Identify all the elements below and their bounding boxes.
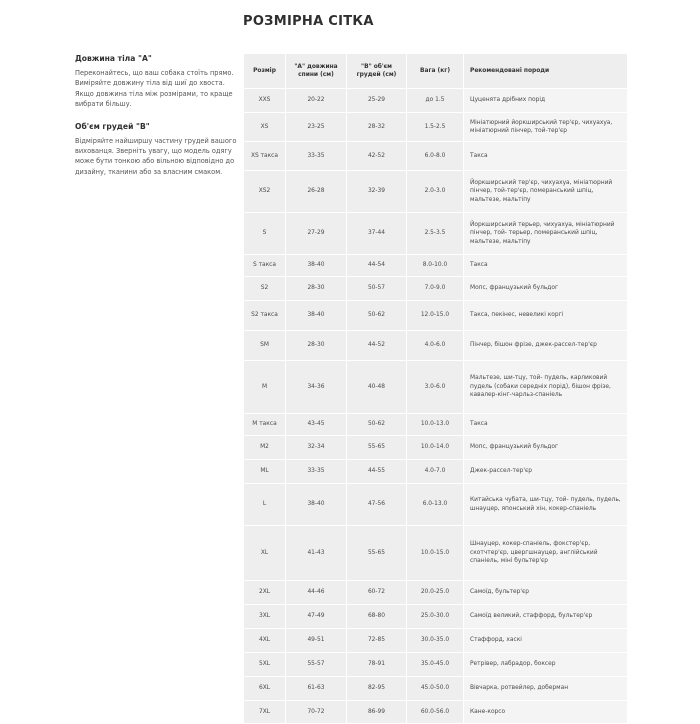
table-row xyxy=(244,142,628,171)
cell-chest-girth: 78-91 xyxy=(347,653,407,677)
cell-weight: 1.5-2.5 xyxy=(407,113,464,142)
cell-back-length: 34-36 xyxy=(286,361,347,414)
cell-chest-girth: 50-62 xyxy=(347,414,407,436)
cell-size: S xyxy=(244,213,286,255)
cell-chest-girth: 50-57 xyxy=(347,277,407,301)
table-row xyxy=(244,526,628,581)
table-row xyxy=(244,460,628,484)
cell-weight: 3.0-6.0 xyxy=(407,361,464,414)
cell-recommended-breeds: Джек-рассел-тер'єр xyxy=(464,460,628,484)
table-row xyxy=(244,361,628,414)
cell-chest-girth: 44-54 xyxy=(347,255,407,277)
cell-back-length: 55-57 xyxy=(286,653,347,677)
cell-recommended-breeds: Такса xyxy=(464,142,628,171)
cell-recommended-breeds: Такса, пекінес, невеликі коргі xyxy=(464,301,628,331)
cell-back-length: 38-40 xyxy=(286,255,347,277)
table-row xyxy=(244,255,628,277)
cell-recommended-breeds: Вівчарка, ротвейлер, доберман xyxy=(464,677,628,701)
cell-chest-girth: 44-52 xyxy=(347,331,407,361)
cell-chest-girth: 60-72 xyxy=(347,581,407,605)
cell-recommended-breeds: Стаффорд, хаскі xyxy=(464,629,628,653)
cell-size: M xyxy=(244,361,286,414)
table-row xyxy=(244,89,628,113)
chest-girth-instructions: Відміряйте найширшу частину грудей вашого вихованця. Зверніть увагу, що модель одягу може бути тонкою або вільною відповідно до дизайну, тканини або за власним смаком. xyxy=(75,136,237,176)
table-row xyxy=(244,113,628,142)
cell-recommended-breeds: Самоїд, бультер'єр xyxy=(464,581,628,605)
cell-size: S2 такса xyxy=(244,301,286,331)
cell-back-length: 70-72 xyxy=(286,701,347,724)
cell-recommended-breeds: Китайська чубата, ши-тцу, той- пудель, пудель, шнауцер, японський хін, кокер-спаніель xyxy=(464,484,628,526)
cell-recommended-breeds: Ретрівер, лабрадор, боксер xyxy=(464,653,628,677)
cell-recommended-breeds: Пінчер, бішон фрізе, джек-рассел-тер'єр xyxy=(464,331,628,361)
cell-weight: 6.0-8.0 xyxy=(407,142,464,171)
cell-chest-girth: 42-52 xyxy=(347,142,407,171)
table-row xyxy=(244,484,628,526)
cell-recommended-breeds: Такса xyxy=(464,255,628,277)
cell-recommended-breeds: Кане-корсо xyxy=(464,701,628,724)
cell-back-length: 33-35 xyxy=(286,142,347,171)
cell-recommended-breeds: Мопс, французький бульдог xyxy=(464,436,628,460)
cell-size: XS такса xyxy=(244,142,286,171)
size-chart-table xyxy=(243,53,628,724)
cell-size: M такса xyxy=(244,414,286,436)
cell-size: XS2 xyxy=(244,171,286,213)
cell-weight: 35.0-45.0 xyxy=(407,653,464,677)
page-title: РОЗМІРНА СІТКА xyxy=(243,14,374,29)
table-row xyxy=(244,331,628,361)
cell-size: SM xyxy=(244,331,286,361)
cell-back-length: 61-63 xyxy=(286,677,347,701)
cell-size: 7XL xyxy=(244,701,286,724)
cell-weight: 60.0-56.0 xyxy=(407,701,464,724)
table-row xyxy=(244,414,628,436)
table-header-row xyxy=(244,54,628,89)
cell-chest-girth: 50-62 xyxy=(347,301,407,331)
cell-recommended-breeds: Такса xyxy=(464,414,628,436)
cell-chest-girth: 32-39 xyxy=(347,171,407,213)
body-length-heading: Довжина тіла "А" xyxy=(75,54,152,63)
table-row xyxy=(244,213,628,255)
cell-back-length: 27-29 xyxy=(286,213,347,255)
header-chest-girth: "В" об'єм грудей (см) xyxy=(347,54,407,89)
cell-recommended-breeds: Самоїд великий, стаффорд, бультер'єр xyxy=(464,605,628,629)
cell-back-length: 49-51 xyxy=(286,629,347,653)
measurement-guide xyxy=(75,54,240,189)
body-length-instructions: Переконайтесь, що ваш собака стоїть прямо. Виміряйте довжину тіла від шиї до хвоста. Якщо довжина тіла між розмірами, то краще вибрати більшу. xyxy=(75,69,234,109)
table-row xyxy=(244,436,628,460)
cell-weight: 45.0-50.0 xyxy=(407,677,464,701)
cell-recommended-breeds: Мопс, французький бульдог xyxy=(464,277,628,301)
table-row xyxy=(244,581,628,605)
cell-weight: 20.0-25.0 xyxy=(407,581,464,605)
cell-chest-girth: 37-44 xyxy=(347,213,407,255)
cell-chest-girth: 82-95 xyxy=(347,677,407,701)
cell-weight: до 1.5 xyxy=(407,89,464,113)
cell-chest-girth: 47-56 xyxy=(347,484,407,526)
cell-chest-girth: 40-48 xyxy=(347,361,407,414)
table-row xyxy=(244,629,628,653)
cell-weight: 10.0-14.0 xyxy=(407,436,464,460)
cell-weight: 10.0-15.0 xyxy=(407,526,464,581)
cell-size: M2 xyxy=(244,436,286,460)
cell-size: XS xyxy=(244,113,286,142)
cell-chest-girth: 28-32 xyxy=(347,113,407,142)
table-row xyxy=(244,301,628,331)
cell-weight: 10.0-13.0 xyxy=(407,414,464,436)
cell-recommended-breeds: Йоркширський терьер, чихуахуа, мініатюрний пінчер, той- терьер, померанський шпіц, мальтезе, мальтіпу xyxy=(464,213,628,255)
cell-recommended-breeds: Мальтезе, ши-тцу, той- пудель, карликовий пудель (собаки середніх порід), бішон фрізе, кавалер-кінг-чарльз-спаніель xyxy=(464,361,628,414)
cell-weight: 8.0-10.0 xyxy=(407,255,464,277)
table-row xyxy=(244,605,628,629)
cell-back-length: 47-49 xyxy=(286,605,347,629)
cell-back-length: 38-40 xyxy=(286,484,347,526)
cell-weight: 2.5-3.5 xyxy=(407,213,464,255)
cell-chest-girth: 25-29 xyxy=(347,89,407,113)
cell-chest-girth: 44-55 xyxy=(347,460,407,484)
chest-girth-heading: Об'єм грудей "В" xyxy=(75,121,150,131)
cell-back-length: 20-22 xyxy=(286,89,347,113)
cell-size: 5XL xyxy=(244,653,286,677)
cell-weight: 12.0-15.0 xyxy=(407,301,464,331)
cell-chest-girth: 55-65 xyxy=(347,526,407,581)
cell-back-length: 28-30 xyxy=(286,277,347,301)
cell-recommended-breeds: Йоркширський тер'єр, чихуахуа, мініатюрний пінчер, той-тер'єр, померанський шпіц, мальтезе, мальтіпу xyxy=(464,171,628,213)
cell-chest-girth: 72-85 xyxy=(347,629,407,653)
cell-back-length: 28-30 xyxy=(286,331,347,361)
cell-chest-girth: 68-80 xyxy=(347,605,407,629)
cell-back-length: 32-34 xyxy=(286,436,347,460)
cell-weight: 6.0-13.0 xyxy=(407,484,464,526)
cell-weight: 30.0-35.0 xyxy=(407,629,464,653)
table-row xyxy=(244,277,628,301)
cell-size: S такса xyxy=(244,255,286,277)
cell-size: 4XL xyxy=(244,629,286,653)
header-recommended-breeds: Рекомендовані породи xyxy=(464,54,628,89)
cell-size: XXS xyxy=(244,89,286,113)
cell-weight: 25.0-30.0 xyxy=(407,605,464,629)
cell-size: 6XL xyxy=(244,677,286,701)
cell-back-length: 26-28 xyxy=(286,171,347,213)
cell-recommended-breeds: Мініатюрний йоркширський тер'єр, чихуахуа, мініатюрний пінчер, той-тер'єр xyxy=(464,113,628,142)
cell-back-length: 23-25 xyxy=(286,113,347,142)
table-row xyxy=(244,171,628,213)
cell-back-length: 41-43 xyxy=(286,526,347,581)
cell-weight: 7.0-9.0 xyxy=(407,277,464,301)
cell-weight: 4.0-7.0 xyxy=(407,460,464,484)
cell-back-length: 38-40 xyxy=(286,301,347,331)
table-row xyxy=(244,701,628,724)
cell-weight: 4.0-6.0 xyxy=(407,331,464,361)
cell-size: 2XL xyxy=(244,581,286,605)
header-size: Розмір xyxy=(244,54,286,89)
cell-recommended-breeds: Цуценята дрібних порід xyxy=(464,89,628,113)
cell-weight: 2.0-3.0 xyxy=(407,171,464,213)
cell-recommended-breeds: Шнауцер, кокер-спаніель, фокстер'єр, скотчтер'єр, цвергшнауцер, англійський спаніель, мінi бультер'єр xyxy=(464,526,628,581)
cell-chest-girth: 86-99 xyxy=(347,701,407,724)
cell-back-length: 44-46 xyxy=(286,581,347,605)
table-row xyxy=(244,653,628,677)
cell-back-length: 43-45 xyxy=(286,414,347,436)
header-back-length: "А" довжина спини (см) xyxy=(286,54,347,89)
table-row xyxy=(244,677,628,701)
cell-size: 3XL xyxy=(244,605,286,629)
header-weight: Вага (кг) xyxy=(407,54,464,89)
cell-back-length: 33-35 xyxy=(286,460,347,484)
cell-chest-girth: 55-65 xyxy=(347,436,407,460)
cell-size: ML xyxy=(244,460,286,484)
cell-size: XL xyxy=(244,526,286,581)
cell-size: S2 xyxy=(244,277,286,301)
cell-size: L xyxy=(244,484,286,526)
